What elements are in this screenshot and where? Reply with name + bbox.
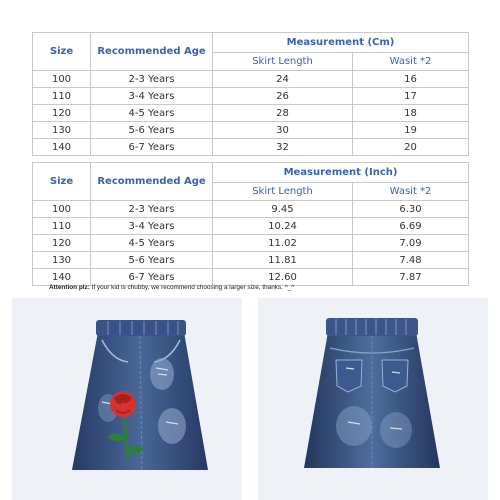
cell-length: 26 <box>213 88 353 105</box>
cell-length: 32 <box>213 139 353 156</box>
cell-waist: 18 <box>353 105 469 122</box>
header-measurement: Measurement (Cm) <box>213 33 469 53</box>
cell-waist: 17 <box>353 88 469 105</box>
table-row <box>33 218 469 235</box>
cell-length: 24 <box>213 71 353 88</box>
cell-waist: 20 <box>353 139 469 156</box>
table-row <box>33 201 469 218</box>
skirt-back-illustration <box>258 298 488 500</box>
attention-note <box>49 284 294 291</box>
cell-age: 6-7 Years <box>91 139 213 156</box>
cell-age: 3-4 Years <box>91 88 213 105</box>
cell-size: 120 <box>33 235 91 252</box>
cell-waist: 7.48 <box>353 252 469 269</box>
table-row <box>33 105 469 122</box>
attention-label: Attention plz: <box>49 284 90 291</box>
cell-waist: 6.30 <box>353 201 469 218</box>
cell-size: 110 <box>33 218 91 235</box>
header-size: Size <box>33 33 91 71</box>
table-row <box>33 252 469 269</box>
cell-size: 130 <box>33 252 91 269</box>
cell-age: 5-6 Years <box>91 122 213 139</box>
table-row <box>33 88 469 105</box>
table-row <box>33 122 469 139</box>
header-skirt-length: Skirt Length <box>213 183 353 201</box>
cell-waist: 6.69 <box>353 218 469 235</box>
header-size: Size <box>33 163 91 201</box>
cell-size: 120 <box>33 105 91 122</box>
skirt-front-illustration <box>12 298 242 500</box>
cell-size: 130 <box>33 122 91 139</box>
header-recommended-age: Recommended Age <box>91 33 213 71</box>
header-measurement: Measurement (Inch) <box>213 163 469 183</box>
table-row <box>33 139 469 156</box>
cell-age: 2-3 Years <box>91 201 213 218</box>
cell-length: 11.81 <box>213 252 353 269</box>
cell-waist: 7.87 <box>353 269 469 286</box>
size-table-cm <box>32 32 469 156</box>
header-skirt-length: Skirt Length <box>213 53 353 71</box>
cell-length: 9.45 <box>213 201 353 218</box>
cell-size: 140 <box>33 269 91 286</box>
header-recommended-age: Recommended Age <box>91 163 213 201</box>
attention-text: If your kid is chubby, we recommend choosing a larger size, thanks. ^_^ <box>89 284 295 291</box>
skirt-back-photo <box>258 298 488 500</box>
cell-length: 28 <box>213 105 353 122</box>
size-table-inch <box>32 162 469 286</box>
table-row <box>33 71 469 88</box>
cell-size: 100 <box>33 71 91 88</box>
cell-size: 100 <box>33 201 91 218</box>
header-waist: Wasit *2 <box>353 183 469 201</box>
cell-length: 11.02 <box>213 235 353 252</box>
table-row <box>33 269 469 286</box>
cell-waist: 19 <box>353 122 469 139</box>
cell-waist: 16 <box>353 71 469 88</box>
cell-age: 6-7 Years <box>91 269 213 286</box>
cell-length: 30 <box>213 122 353 139</box>
cell-age: 4-5 Years <box>91 105 213 122</box>
skirt-front-photo <box>12 298 242 500</box>
table-row <box>33 235 469 252</box>
cell-waist: 7.09 <box>353 235 469 252</box>
cell-age: 4-5 Years <box>91 235 213 252</box>
cell-length: 10.24 <box>213 218 353 235</box>
cell-age: 3-4 Years <box>91 218 213 235</box>
cell-age: 5-6 Years <box>91 252 213 269</box>
cell-size: 140 <box>33 139 91 156</box>
cell-length: 12.60 <box>213 269 353 286</box>
cell-size: 110 <box>33 88 91 105</box>
cell-age: 2-3 Years <box>91 71 213 88</box>
header-waist: Wasit *2 <box>353 53 469 71</box>
